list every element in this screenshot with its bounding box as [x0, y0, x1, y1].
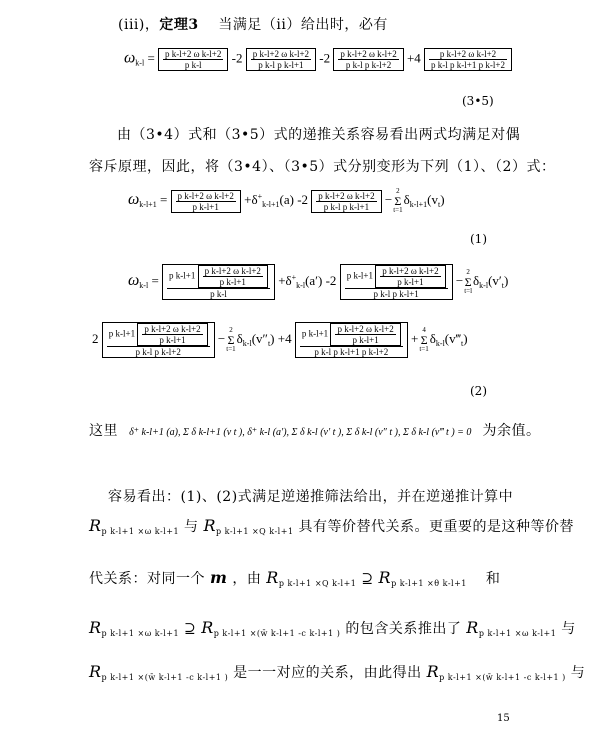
eq2-t3-arg-end: )	[503, 272, 509, 288]
para2-l2-r1-sub: p k-l+1 ×ω k-l+1	[101, 527, 180, 536]
eq1-t4: δ	[403, 191, 410, 207]
eq2-number: (2)	[470, 384, 487, 398]
remainder-expr: δ⁺ k-l+1 (a), Σ δ k-l+1 (v t ), δ⁺ k-l (a′), Σ δ k-l (v′ t ), Σ δ k-l (v″ t ), Σ δ k-l (v‴ t ) = 0	[129, 427, 472, 438]
eq2-den2: p k-l p k-l+1	[373, 289, 419, 299]
eq2-pre-b: p k-l+1	[346, 270, 374, 281]
eq35-t1-num: p k-l+2 ω k-l+2	[165, 49, 222, 59]
para2-l5-mid: 是一一对应的关系，由此得出	[233, 665, 422, 681]
eq1-lhs-sub: k-l+1	[139, 199, 157, 209]
eq2-sum3-bot: t=1	[419, 345, 429, 353]
eq2-t5: δ	[429, 330, 436, 346]
eq2-t5-arg-sub: t	[461, 338, 464, 348]
eq2-term3	[340, 264, 453, 300]
eq1-t4-arg-sub: t	[438, 199, 441, 209]
para2-line5	[89, 662, 585, 682]
eq1-number: (1)	[470, 232, 487, 246]
eq2-inner-num-b: p k-l+2 ω k-l+2	[382, 266, 439, 276]
para2-l3-by: ，由	[232, 571, 262, 587]
eq35-term3	[333, 48, 403, 71]
eq1-t3-den: p k-l p k-l+1	[323, 201, 370, 212]
eq2-t5-arg: (v‴	[444, 330, 462, 346]
para2-l2-r2: R	[203, 516, 216, 535]
theorem-label: 定理3	[159, 17, 199, 33]
eq1-sum-top: 2	[396, 187, 400, 195]
para2-l4-r1-sub: p k-l+1 ×ω k-l+1	[101, 629, 180, 638]
para2-l5-end: 与	[570, 665, 586, 681]
eq2-lhs: ω	[128, 271, 140, 289]
eq1-t1-den: p k-l+1	[192, 201, 219, 212]
heading-text: 当满足（ii）给出时，必有	[218, 17, 388, 33]
para2-l3-pre: 代关系：对同一个	[89, 571, 205, 587]
eq1-t3-num: p k-l+2 ω k-l+2	[318, 190, 375, 201]
para2-l4-r2-sub: p k-l+1 ×(w̄ k-l+1 -c k-l+1 )	[213, 629, 341, 638]
eq2-t2-arg: (a′)	[305, 272, 323, 288]
para1-line2: 容斥原理，因此，将（3•4）、（3•5）式分别变形为下列（1）、（2）式：	[89, 159, 556, 175]
theorem-heading	[118, 14, 388, 34]
eq1-sum: 2 Σ t=1	[393, 187, 403, 214]
remainder-prefix: 这里	[89, 423, 118, 439]
eq2-t4-arg: (v″	[251, 330, 268, 346]
eq2-row2-den1: p k-l p k-l+2	[135, 347, 181, 357]
eq2-t2-sub: k-l	[296, 280, 306, 290]
eq2-row2-pre-b: p k-l+1	[301, 328, 329, 339]
para2-l4-r2: R	[201, 618, 214, 637]
eq1-sum-bot: t=1	[393, 206, 403, 214]
para2-l3-r2: R	[378, 568, 392, 587]
eq2-sum3: 4 Σ t=1	[419, 326, 429, 353]
eq1-t2: +δ	[244, 191, 258, 207]
para2-l3-r1-sub: p k-l+1 ×Q k-l+1	[278, 579, 357, 588]
equation-3-5: $\omega_{k-l}$ = $\frac{\text{p k-l+2 ω k-l+2}}{\text{p k-l}}$ -2 $\frac{\text{p k-l+2 ω k-l+2}}{\text{p k-l p k-l+1}}$ -2 $\frac{\text{p k-l+2 ω k-l+2}}{\text{p k-l p k-l+2}}$ +4 $\frac{\text{p k-l+2 ω k-l+2}}{\text{p k-l p k-l+1 p k-l+2}}$	[124, 48, 512, 71]
eq2-inner-den-b: p k-l+1	[397, 277, 424, 287]
eq2-row2-den2: p k-l p k-l+1 p k-l+2	[314, 347, 389, 357]
eq1-t2-sub: k-l+1	[262, 199, 280, 209]
eq2-row2-pre: p k-l+1	[108, 328, 136, 339]
para1-line1: 由（3•4）式和（3•5）式的递推关系容易看出两式均满足对偶	[117, 127, 521, 143]
eq35-t3-num: p k-l+2 ω k-l+2	[340, 49, 397, 59]
eq2-t4-arg-end: )	[270, 330, 275, 346]
eq35-t4-coef: +4	[406, 50, 421, 66]
para2-l5-r2: R	[426, 662, 440, 681]
eq35-t4-den: p k-l p k-l+1 p k-l+2	[431, 60, 505, 70]
eq35-number: (3•5)	[462, 94, 494, 108]
eq2-t5-sub: k-l	[435, 338, 445, 348]
eq1-t4-arg-end: )	[440, 191, 445, 207]
eq35-t2-num: p k-l+2 ω k-l+2	[252, 49, 310, 59]
eq1-t2-sup: +	[257, 191, 263, 201]
para2-line4	[89, 618, 576, 638]
eq2-sum1-top: 2	[466, 268, 470, 276]
para2-l2-r2-sub: p k-l+1 ×Q k-l+1	[216, 527, 294, 536]
eq2-sum3-top: 4	[422, 326, 426, 334]
eq35-term4	[424, 48, 512, 71]
eq1-term3	[311, 190, 381, 213]
page-number: 15	[497, 713, 510, 724]
para2-l3-m: m	[209, 568, 228, 587]
para2-l4-sup: ⊇	[184, 621, 197, 637]
remainder-suffix: 为余值。	[482, 423, 541, 439]
heading-prefix: (iii)，	[118, 17, 160, 33]
eq2-row2-term2	[295, 322, 408, 358]
para2-l5-r1: R	[89, 662, 102, 681]
para2-l4-r3-sub: p k-l+1 ×ω k-l+1	[478, 629, 557, 638]
remainder-line	[89, 420, 541, 440]
eq2-t4: δ	[236, 330, 243, 346]
eq2-coef4: +4	[277, 330, 292, 346]
eq2-inner-num: p k-l+2 ω k-l+2	[204, 266, 261, 276]
eq1-t1-num: p k-l+2 ω k-l+2	[177, 190, 234, 201]
para2-l4-r1: R	[89, 618, 102, 637]
eq2-sum1-bot: t=l	[464, 287, 473, 295]
para2-l4-mid: 的包含关系推出了	[345, 621, 462, 637]
eq2-t3-arg-sub: t	[501, 280, 504, 290]
eq35-t2-den: p k-l p k-l+1	[258, 60, 304, 70]
eq2-sum1: 2 Σ t=l	[464, 268, 473, 295]
eq35-t2-coef: -2	[231, 50, 243, 66]
eq2-t2-sup: +	[291, 272, 297, 282]
para2-l5-r2-sub: p k-l+1 ×(w̄ k-l+1 -c k-l+1 )	[439, 673, 566, 682]
eq2-pre: p k-l+1	[169, 270, 196, 281]
para2-l5-r1-sub: p k-l+1 ×(w̄ k-l+1 -c k-l+1 )	[101, 673, 229, 682]
eq35-t3-coef: -2	[319, 50, 331, 66]
para2-l3-r1: R	[266, 568, 279, 587]
eq2-t5-arg-end: )	[463, 330, 468, 346]
para2-line2	[89, 516, 574, 536]
eq2-coef2: -2	[325, 272, 337, 288]
para2-l3-r2-sub: p k-l+1 ×θ k-l+1	[391, 579, 467, 588]
eq1-t2-arg: (a)	[279, 191, 294, 207]
eq1-term1	[171, 190, 241, 213]
para2-l2-with: 与	[184, 519, 199, 535]
eq1-t4-arg: (v	[427, 191, 439, 207]
para2-l3-sup: ⊇	[361, 571, 374, 587]
eq1-t4-sub: k-l+1	[409, 199, 428, 209]
para2-l2-r1: R	[89, 516, 102, 535]
eq35-lhs: ω	[124, 49, 136, 67]
eq2-inner-den: p k-l+1	[219, 277, 246, 287]
para2-l4-r3: R	[466, 618, 479, 637]
equation-2-row2: 2 p k-l+1 $\frac{\text{p k-l+2 ω k-l+2}}{\text{p k-l+1}}$ p k-l p k-l+2 −2 Σ $t=1\delta_{k-l}(v''_t) +4$ p k-l+1 $\frac{\text{p k-l+2 ω k-l+2}}{\text{p k-l+1}}$ p k-l p k-l+1 p k-l+2 +4 Σ $t=1\delta_{k-l}(v‴_t)$	[92, 324, 468, 357]
eq2-t5-pre: +	[411, 330, 419, 346]
eq2-row2-term1	[102, 322, 215, 358]
equation-1: $\omega_{k-l+1}$ = $\frac{\text{p k-l+2 ω k-l+2}}{\text{p k-l+1}}$ $+\delta^+_{k-l+1}(a)$ -2 $\frac{\text{p k-l+2 ω k-l+2}}{\text{p k-l p k-l+1}}$ −2 Σ $t=1\delta_{k-l+1}(v_t)$	[128, 187, 445, 214]
eq1-lhs: ω	[128, 190, 140, 208]
equation-2-row1: $\omega_{k-l}$ = p k-l+1 $\frac{\text{p k-l+2 ω k-l+2}}{\text{p k-l+1}}$ p k-l $+\delta^+_{k-l}(a')$ -2 p k-l+1 $\frac{\text{p k-l+2 ω k-l+2}}{\text{p k-l+1}}$ p k-l p k-l+1 −2 Σ $t=l\delta_{k-l}(v'_t)$	[128, 266, 509, 299]
eq2-t3-sub: k-l	[479, 280, 489, 290]
eq2-row2-inner-den: p k-l+1	[159, 335, 186, 345]
eq35-t1-den: p k-l	[184, 60, 202, 70]
eq1-t3-coef: -2	[297, 191, 309, 207]
eq2-lhs-sub: k-l	[139, 280, 149, 290]
eq2-sum2-bot: t=1	[226, 345, 236, 353]
eq2-row2-coef: 2	[92, 330, 99, 346]
eq2-sum2-top: 2	[229, 326, 233, 334]
eq35-t4-num: p k-l+2 ω k-l+2	[429, 49, 507, 60]
eq35-term2	[246, 48, 316, 71]
para2-line1: 容易看出：(1)、(2)式满足逆递推筛法给出，并在逆递推计算中	[108, 489, 514, 505]
eq2-t4-sub: k-l	[242, 338, 252, 348]
eq2-row2-inner-num-b: p k-l+2 ω k-l+2	[337, 324, 394, 334]
eq2-row2-inner-num: p k-l+2 ω k-l+2	[144, 324, 201, 334]
eq2-den1: p k-l	[210, 289, 227, 299]
para2-l4-end: 与	[561, 621, 576, 637]
eq2-sum2: 2 Σ t=1	[226, 326, 236, 353]
eq2-t3: δ	[473, 272, 480, 288]
eq35-t3-den: p k-l p k-l+2	[345, 60, 392, 70]
eq35-term1	[158, 48, 228, 71]
eq2-row2-inner-den-b: p k-l+1	[352, 335, 379, 345]
para2-line3	[89, 568, 500, 588]
para2-l3-and: 和	[485, 571, 501, 587]
eq2-t2: +δ	[278, 272, 292, 288]
eq2-t3-arg: (v′	[488, 272, 502, 288]
eq2-t4-arg-sub: t	[267, 338, 271, 348]
para2-l2-tail: 具有等价替代关系。更重要的是这种等价替	[298, 519, 574, 535]
eq2-term1	[162, 264, 275, 300]
eq35-lhs-sub: k-l	[135, 58, 145, 68]
